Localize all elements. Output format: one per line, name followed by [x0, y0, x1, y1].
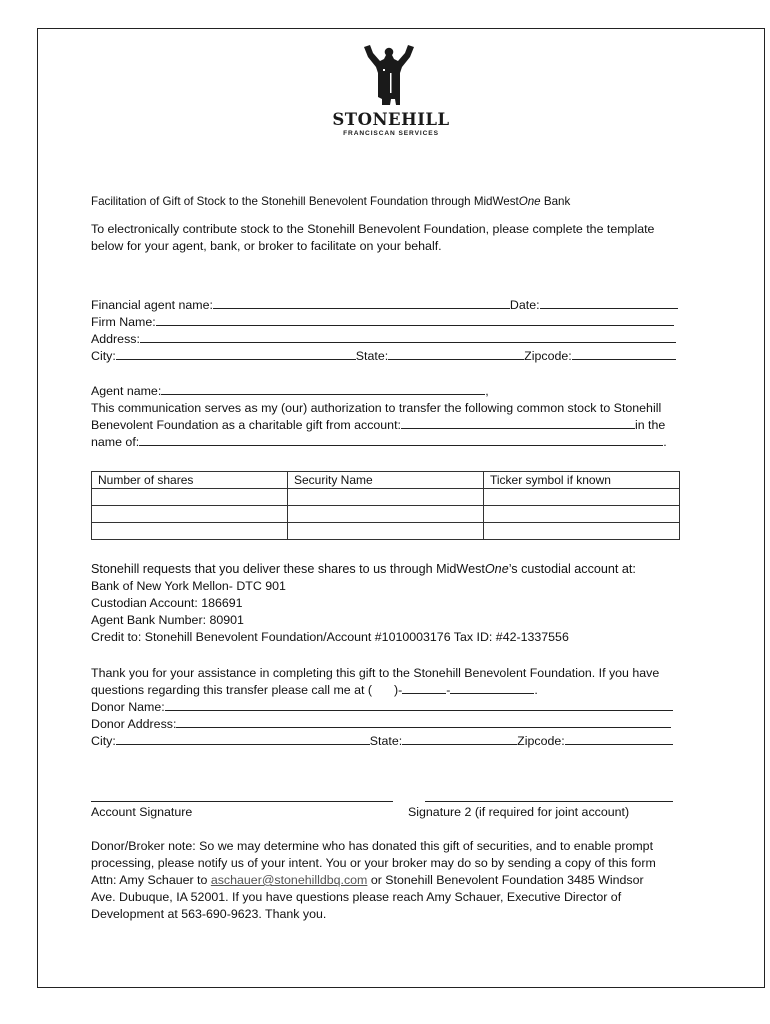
table-cell[interactable]: [288, 489, 484, 506]
donor-address-row: [91, 716, 671, 733]
phone-row: questions regarding this transfer please call me at ( )- - .: [91, 683, 538, 697]
authorization-account-row: [91, 417, 665, 434]
email-link[interactable]: aschauer@stonehilldbq.com: [210, 873, 368, 887]
donor-city-field[interactable]: [116, 733, 370, 745]
city-field[interactable]: [116, 348, 356, 360]
table-cell[interactable]: [288, 506, 484, 523]
donor-zip-field[interactable]: [565, 733, 673, 745]
phone-separator: )-: [394, 683, 403, 697]
note-line-4: Ave. Dubuque, IA 52001. If you have questions please reach Amy Schauer, Executive Director of: [91, 890, 622, 904]
donor-state-field[interactable]: [402, 733, 517, 745]
donor-address-field[interactable]: [176, 716, 671, 728]
logo-name: STONEHILL: [332, 110, 450, 129]
city-label: City:: [91, 349, 116, 363]
logo-subtitle: FRANCISCAN SERVICES: [343, 130, 439, 137]
intro-line-1: To electronically contribute stock to the Stonehill Benevolent Foundation, please complete the template: [91, 222, 655, 236]
name-of-field[interactable]: [139, 434, 663, 446]
thanks-line-1: Thank you for your assistance in completing this gift to the Stonehill Benevolent Foundation. If you have: [91, 666, 660, 680]
phone-label: questions regarding this transfer please call me at (: [91, 683, 372, 697]
intro-line-2: below for your agent, bank, or broker to facilitate on your behalf.: [91, 239, 442, 253]
note-address: or Stonehill Benevolent Foundation 3485 Windsor: [367, 873, 644, 887]
table-row: [92, 523, 680, 540]
header-ticker-symbol: Ticker symbol if known: [484, 472, 680, 489]
donor-city-row: [91, 733, 673, 750]
donor-city-label: City:: [91, 734, 116, 748]
zip-label: Zipcode:: [524, 349, 572, 363]
note-line-2: processing, please notify us of your intent. You or your broker may do so by sending a copy of this form: [91, 856, 656, 870]
joint-signature-line[interactable]: [425, 801, 673, 802]
account-label: Benevolent Foundation as a charitable gift from account:: [91, 418, 401, 432]
state-label: State:: [355, 349, 389, 363]
firm-label: Firm Name:: [91, 315, 156, 329]
delivery-agent-bank: Agent Bank Number: 80901: [91, 613, 244, 627]
delivery-heading: Stonehill requests that you deliver these shares to us through MidWestOne’s custodial account at:: [91, 562, 636, 576]
firm-row: [91, 314, 674, 331]
address-row: [91, 331, 676, 348]
table-row: [92, 489, 680, 506]
donor-zip-label: Zipcode:: [517, 734, 565, 748]
zip-field[interactable]: [572, 348, 676, 360]
donor-name-label: Donor Name:: [91, 700, 165, 714]
note-line-5: Development at 563-690-9623. Thank you.: [91, 907, 327, 921]
date-field[interactable]: [540, 297, 678, 309]
account-field[interactable]: [401, 417, 635, 429]
authorization-line-1: This communication serves as my (our) authorization to transfer the following common stock to Stonehill: [91, 401, 662, 415]
agent-name-row: Agent name: ,: [91, 384, 489, 398]
firm-field[interactable]: [156, 314, 674, 326]
state-field[interactable]: [388, 348, 524, 360]
date-label: Date:: [509, 298, 540, 312]
address-label: Address:: [91, 332, 140, 346]
agent-name-label: Agent name:: [91, 384, 162, 398]
table-cell[interactable]: [92, 523, 288, 540]
table-cell[interactable]: [288, 523, 484, 540]
phone-separator-2: -: [446, 683, 451, 697]
header-security-name: Security Name: [288, 472, 484, 489]
table-header-row: [92, 472, 680, 489]
table-cell[interactable]: [484, 523, 680, 540]
financial-agent-field[interactable]: [213, 297, 510, 309]
city-row: [91, 348, 676, 365]
note-line-3: [91, 872, 644, 889]
table-cell[interactable]: [484, 506, 680, 523]
delivery-credit: Credit to: Stonehill Benevolent Foundation/Account #1010003176 Tax ID: #42-1337556: [91, 630, 569, 644]
financial-agent-row: [91, 297, 678, 314]
shares-table: [91, 471, 680, 540]
note-attn: Attn: Amy Schauer to: [91, 873, 211, 887]
account-signature-line[interactable]: [91, 801, 393, 802]
phone-line-field[interactable]: [450, 682, 534, 694]
name-of-label: name of:: [91, 435, 140, 449]
in-the-label: in the: [634, 418, 666, 432]
table-row: [92, 506, 680, 523]
account-signature-label: Account Signature: [91, 805, 193, 819]
table-cell[interactable]: [92, 489, 288, 506]
delivery-custodian: Custodian Account: 186691: [91, 596, 243, 610]
financial-agent-label: Financial agent name:: [91, 298, 213, 312]
table-cell[interactable]: [484, 489, 680, 506]
donor-address-label: Donor Address:: [91, 717, 177, 731]
note-line-1: Donor/Broker note: So we may determine who has donated this gift of securities, and to enable prompt: [91, 839, 654, 853]
page-title: Facilitation of Gift of Stock to the Stonehill Benevolent Foundation through MidWestOne Bank: [91, 195, 571, 208]
donor-name-row: [91, 699, 673, 716]
donor-name-field[interactable]: [165, 699, 673, 711]
agent-name-field[interactable]: [161, 383, 485, 395]
name-of-row: name of: .: [91, 435, 667, 449]
franciscan-figure-logo-icon: [360, 43, 418, 109]
donor-state-label: State:: [369, 734, 403, 748]
delivery-bank: Bank of New York Mellon- DTC 901: [91, 579, 286, 593]
table-cell[interactable]: [92, 506, 288, 523]
address-field[interactable]: [140, 331, 676, 343]
phone-prefix-field[interactable]: [402, 682, 446, 694]
header-number-of-shares: Number of shares: [92, 472, 288, 489]
joint-signature-label: Signature 2 (if required for joint account): [408, 805, 630, 819]
